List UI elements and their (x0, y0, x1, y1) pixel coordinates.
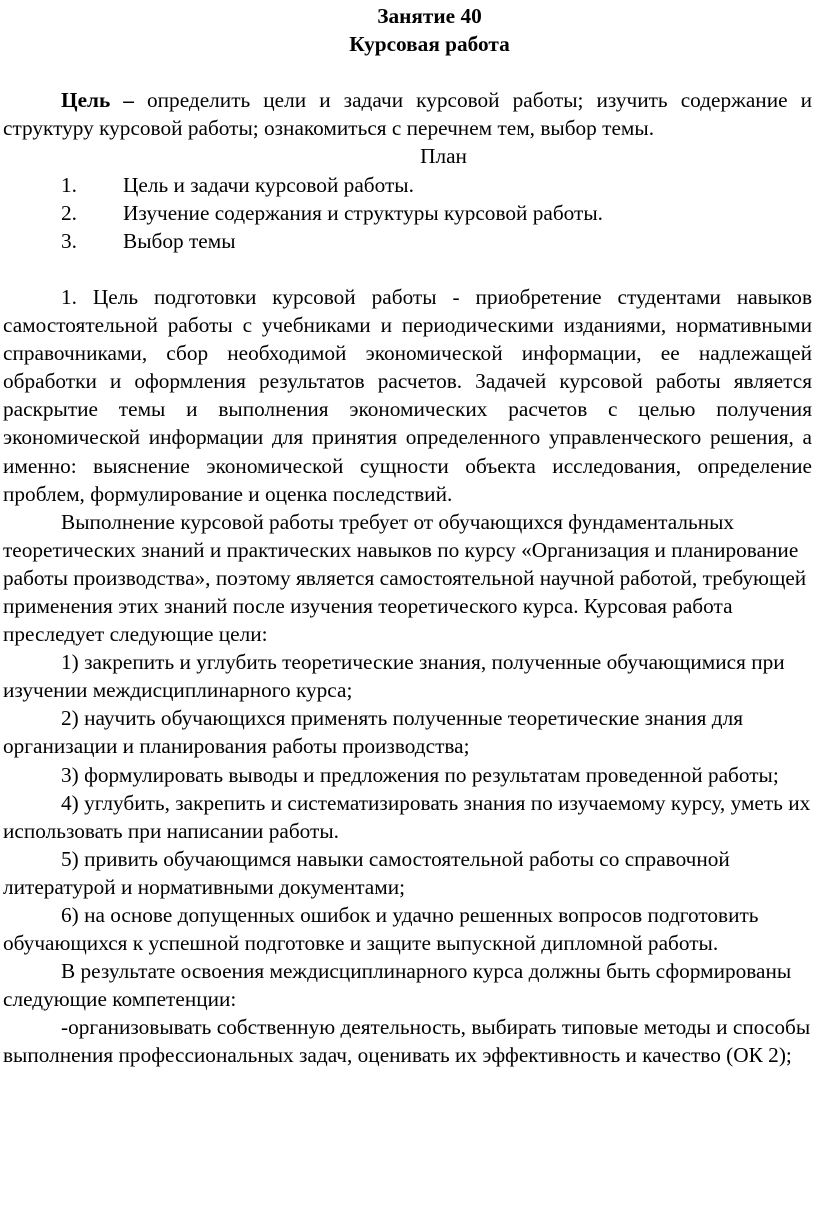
plan-list (3, 171, 812, 255)
plan-heading: План (420, 144, 467, 169)
goal-item-2: 2) научить обучающихся применять полученные теоретические знания для организации и планирования работы производства; (3, 706, 744, 759)
goal-item-3: 3) формулировать выводы и предложения по результатам проведенной работы; (61, 762, 779, 787)
goal-item-4: 4) углубить, закрепить и систематизировать знания по изучаемому курсу, уметь их использовать при написании работы. (3, 790, 811, 843)
plan-item (3, 199, 812, 227)
competencies-intro: В результате освоения междисциплинарного курса должны быть сформированы следующие компетенции: (3, 959, 792, 1012)
purpose-text: определить цели и задачи курсовой работы; изучить содержание и структуру курсовой работы; ознакомиться с перечнем тем, выбор темы. (3, 88, 813, 141)
section-1-paragraph: 1. Цель подготовки курсовой работы - приобретение студентами навыков самостоятельной работы с учебниками и периодическими изданиями, нормативными справочниками, сбор необходимой экономической информации, ее надлежащей обработки и оформления результатов расчетов. Задачей курсовой работы является раскрытие темы и выполнения экономических расчетов с целью получения экономической информации для принятия определенного управленческого решения, а именно: выяснение экономической сущности объекта исследования, определение проблем, формулирование и оценка последствий. (3, 284, 812, 506)
purpose-paragraph (3, 86, 812, 142)
plan-item-number: 3. (61, 228, 77, 253)
goal-item-6: 6) на основе допущенных ошибок и удачно решенных вопросов подготовить обучающихся к успешной подготовке и защите выпускной дипломной работы. (3, 903, 759, 956)
plan-item (3, 227, 812, 255)
plan-item-text: Цель и задачи курсовой работы. (123, 172, 414, 197)
goal-item-1: 1) закрепить и углубить теоретические знания, полученные обучающимися при изучении междисциплинарного курса; (3, 650, 785, 703)
topic-title: Курсовая работа (349, 32, 510, 57)
requirements-paragraph: Выполнение курсовой работы требует от обучающихся фундаментальных теоретических знаний и практических навыков по курсу «Организация и планирование работы производства», поэтому является самостоятельной научной работой, требующей применения этих знаний после изучения теоретического курса. Курсовая работа преследует следующие цели: (3, 509, 807, 647)
plan-item-number: 1. (61, 172, 77, 197)
purpose-label: Цель – (61, 88, 134, 113)
plan-item-text: Изучение содержания и структуры курсовой работы. (123, 200, 603, 225)
competency-item: -организовывать собственную деятельность, выбирать типовые методы и способы выполнения профессиональных задач, оценивать их эффективность и качество (ОК 2); (3, 1015, 811, 1068)
plan-item-text: Выбор темы (123, 228, 236, 253)
plan-item-number: 2. (61, 200, 77, 225)
plan-item (3, 171, 812, 199)
spacer (3, 58, 812, 86)
lesson-title: Занятие 40 (377, 4, 482, 28)
spacer (3, 255, 812, 283)
goal-item-5: 5) привить обучающимся навыки самостоятельной работы со справочной литературой и нормативными документами; (3, 846, 730, 899)
